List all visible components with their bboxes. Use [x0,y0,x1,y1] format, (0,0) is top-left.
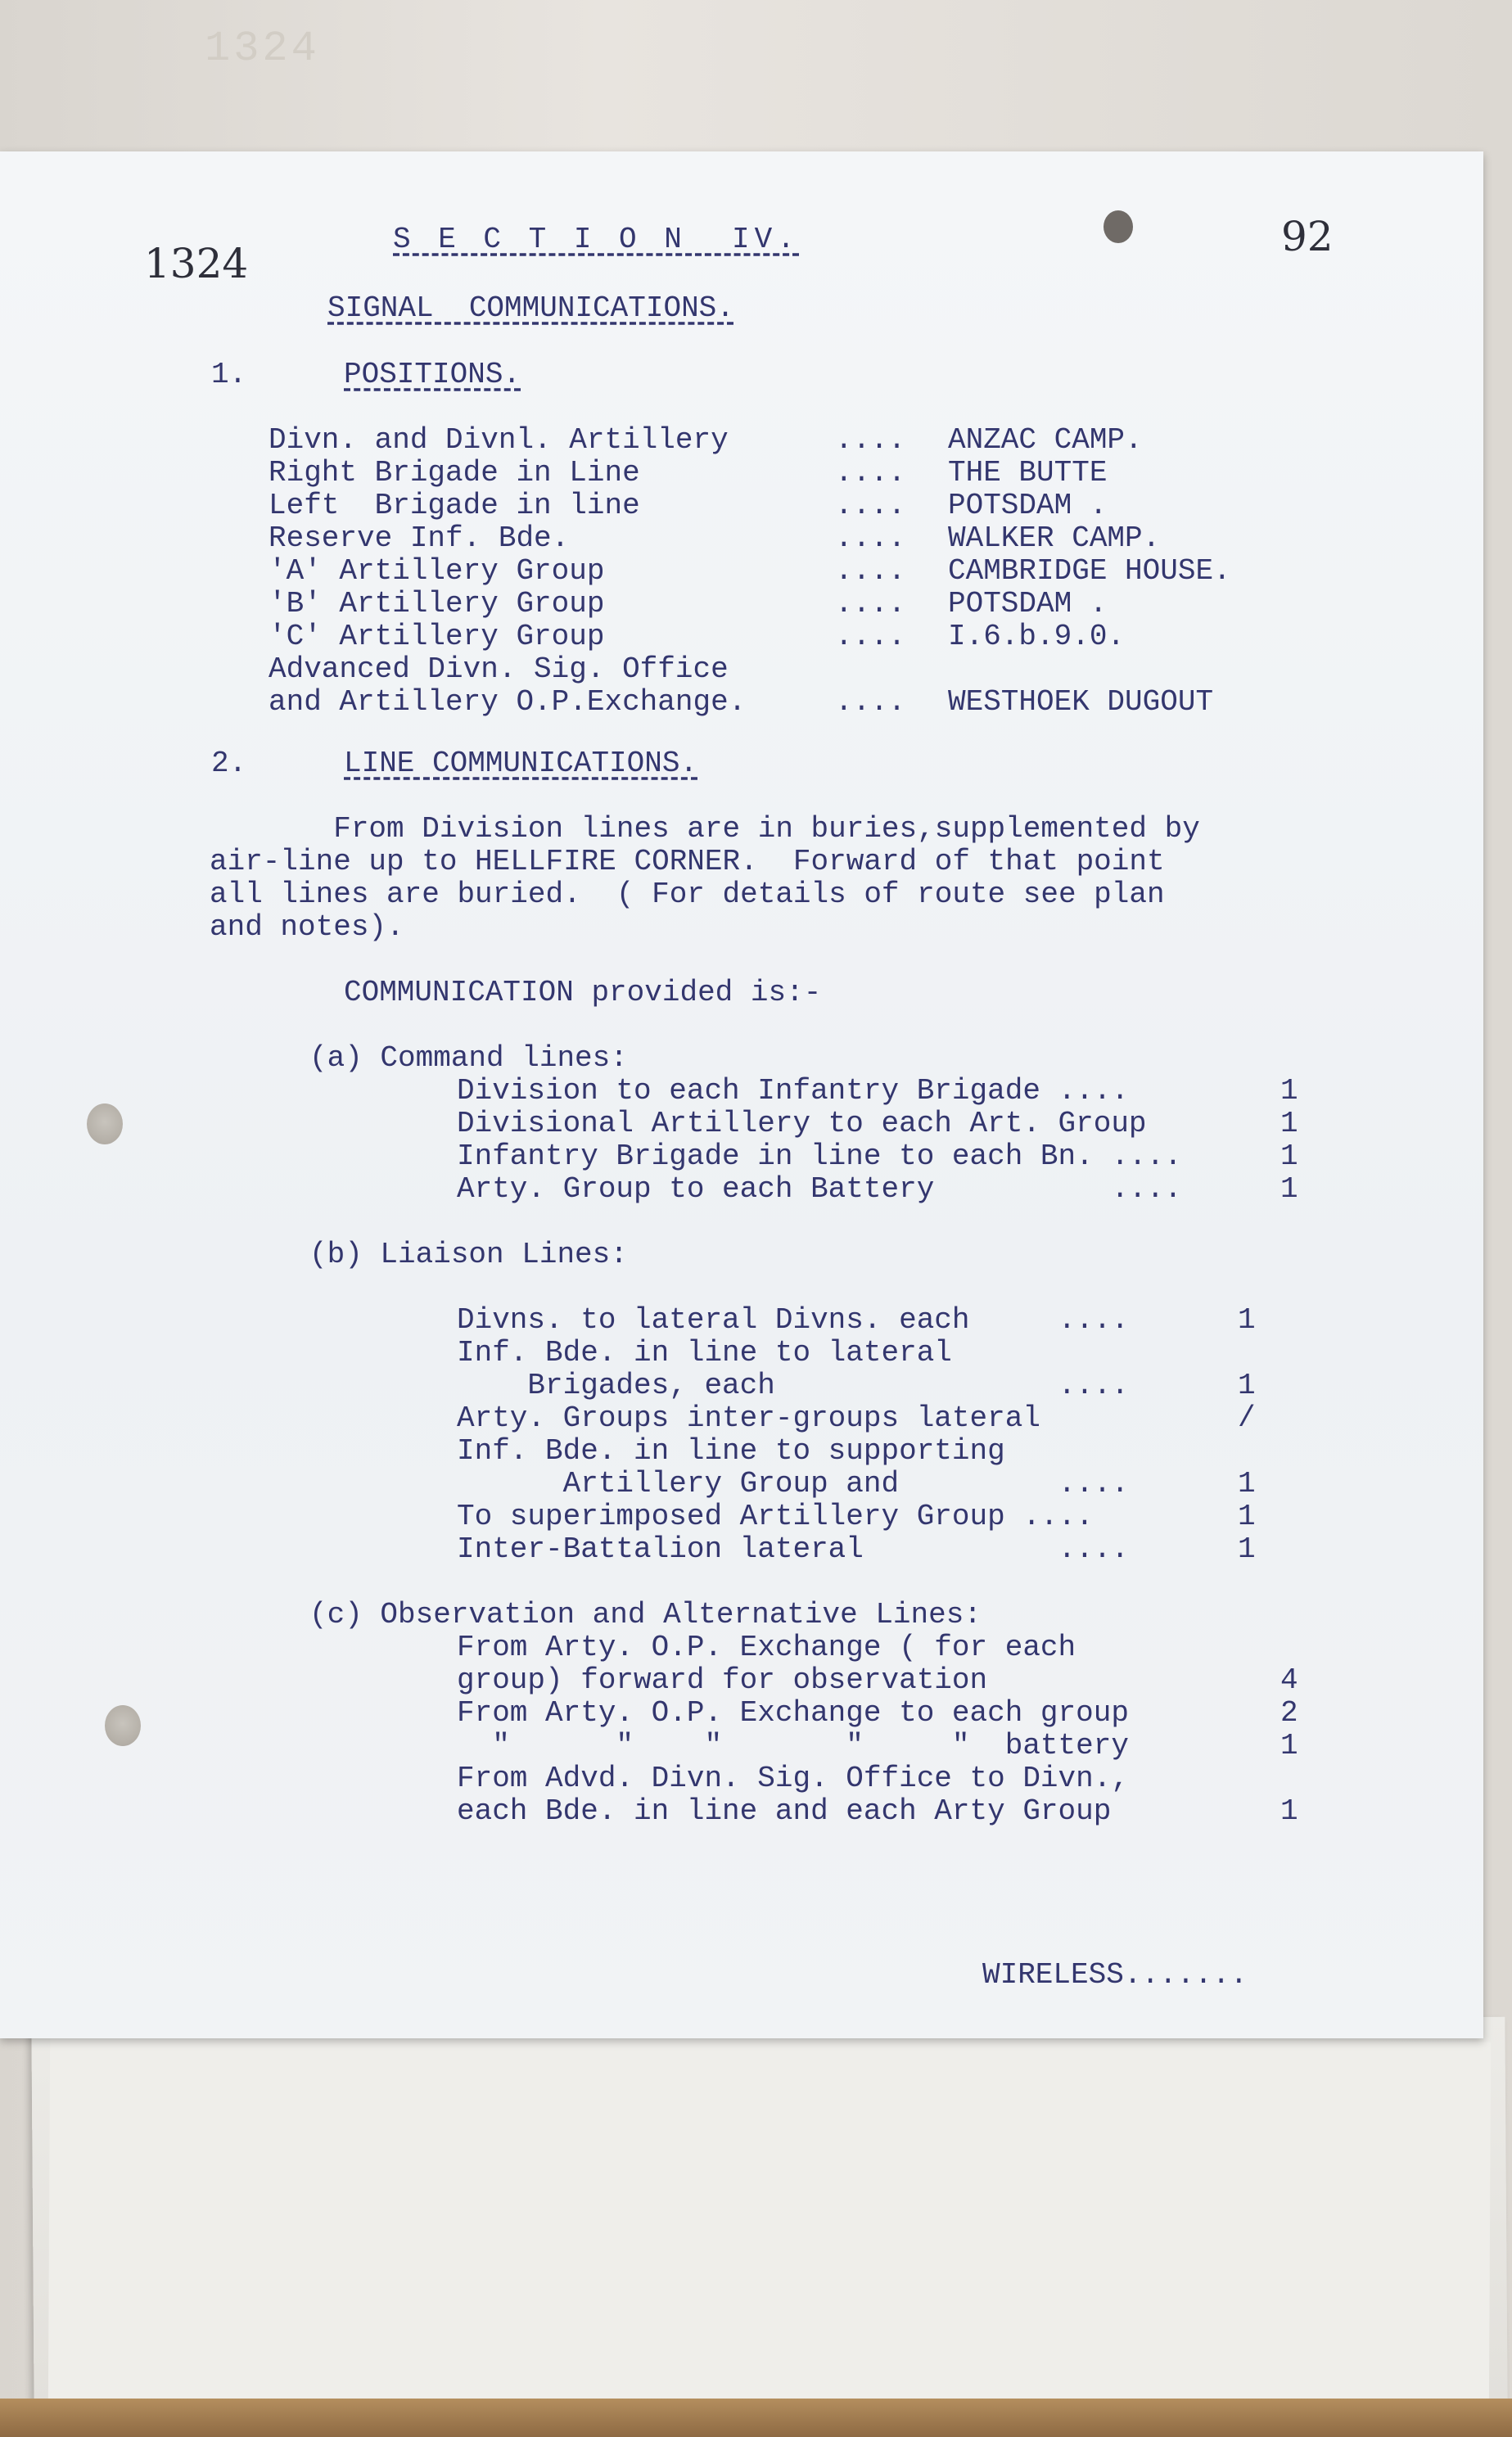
position-unit: Reserve Inf. Bde. [269,521,570,555]
liaison-line-text: Divns. to lateral Divns. each .... [457,1303,1129,1337]
positions-number: 1. [211,358,247,391]
page-stamp-right: 92 [1281,213,1334,260]
command-line-count: 1 [1280,1140,1298,1173]
observation-line-count: 1 [1280,1729,1298,1762]
punch-hole-bottom [105,1705,141,1746]
observation-line-count: 4 [1280,1663,1298,1697]
command-line-text: Arty. Group to each Battery .... [457,1172,1182,1206]
observation-line-count: 2 [1280,1696,1298,1730]
observation-line-text: From Arty. O.P. Exchange to each group [457,1696,1129,1730]
observation-line-text: group) forward for observation [457,1663,988,1697]
liaison-line-count: 1 [1238,1369,1256,1402]
positions-heading: POSITIONS. [344,358,521,391]
command-line-count: 1 [1280,1074,1298,1108]
position-place: ANZAC CAMP. [948,423,1143,457]
punch-hole-top [87,1103,123,1144]
position-unit: Left Brigade in line [269,489,640,522]
paragraph-line: air-line up to HELLFIRE CORNER. Forward of that point [210,845,1165,878]
paragraph-line: all lines are buried. ( For details of route see plan [210,878,1165,911]
paragraph-line: From Division lines are in buries,supplemented by [210,812,1200,846]
position-unit: Right Brigade in Line [269,456,640,490]
position-dots: .... [835,456,906,490]
line-comms-number: 2. [211,747,247,780]
position-unit: Advanced Divn. Sig. Office [269,652,729,686]
typed-page [0,151,1483,2038]
position-dots: .... [835,489,906,522]
liaison-line-text: To superimposed Artillery Group .... [457,1500,1094,1533]
table-edge [0,2399,1512,2437]
liaison-line-count: 1 [1238,1500,1256,1533]
position-place: I.6.b.9.0. [948,620,1126,653]
command-line-text: Division to each Infantry Brigade .... [457,1074,1129,1108]
position-place: WESTHOEK DUGOUT [948,685,1214,719]
position-unit: 'C' Artillery Group [269,620,605,653]
liaison-line-text: Arty. Groups inter-groups lateral [457,1401,1040,1435]
observation-line-count: 1 [1280,1794,1298,1828]
command-line-text: Divisional Artillery to each Art. Group [457,1107,1147,1140]
position-place: CAMBRIDGE HOUSE. [948,554,1231,588]
position-unit: and Artillery O.P.Exchange. [269,685,747,719]
observation-line-text: " " " " " battery [457,1729,1129,1762]
page-title: SIGNAL COMMUNICATIONS. [327,291,734,325]
punch-hole-corner [1104,210,1133,243]
position-place: POTSDAM . [948,489,1108,522]
position-place: WALKER CAMP. [948,521,1161,555]
position-place: POTSDAM . [948,587,1108,621]
liaison-line-count: / [1238,1401,1256,1435]
background-page-number: 1324 [205,25,320,73]
position-dots: .... [835,521,906,555]
observation-lines-label: (c) Observation and Alternative Lines: [309,1598,982,1631]
command-line-count: 1 [1280,1107,1298,1140]
page-stamp-left: 1324 [144,240,249,287]
command-line-text: Infantry Brigade in line to each Bn. .... [457,1140,1182,1173]
position-unit: 'B' Artillery Group [269,587,605,621]
position-dots: .... [835,423,906,457]
position-place: THE BUTTE [948,456,1108,490]
liaison-lines-label: (b) Liaison Lines: [309,1238,628,1271]
position-unit: 'A' Artillery Group [269,554,605,588]
observation-line-text: From Arty. O.P. Exchange ( for each [457,1631,1076,1664]
observation-line-text: From Advd. Divn. Sig. Office to Divn., [457,1762,1129,1795]
position-dots: .... [835,587,906,621]
paragraph-line: and notes). [210,910,404,944]
position-dots: .... [835,685,906,719]
line-comms-heading: LINE COMMUNICATIONS. [344,747,698,780]
liaison-line-text: Inf. Bde. in line to supporting [457,1434,1005,1468]
liaison-line-count: 1 [1238,1303,1256,1337]
position-unit: Divn. and Divnl. Artillery [269,423,729,457]
liaison-line-text: Brigades, each .... [457,1369,1129,1402]
position-dots: .... [835,620,906,653]
liaison-line-text: Inter-Battalion lateral .... [457,1532,1129,1566]
communication-provided: COMMUNICATION provided is:- [344,976,822,1009]
section-heading: S E C T I O N IV. [393,223,800,256]
position-dots: .... [835,554,906,588]
command-lines-label: (a) Command lines: [309,1041,628,1075]
liaison-line-text: Artillery Group and .... [457,1467,1129,1501]
continuation-catchword: WIRELESS....... [982,1958,1248,1992]
underlying-sheet-2 [48,2034,1491,2418]
liaison-line-text: Inf. Bde. in line to lateral [457,1336,952,1370]
liaison-line-count: 1 [1238,1532,1256,1566]
observation-line-text: each Bde. in line and each Arty Group [457,1794,1112,1828]
command-line-count: 1 [1280,1172,1298,1206]
liaison-line-count: 1 [1238,1467,1256,1501]
